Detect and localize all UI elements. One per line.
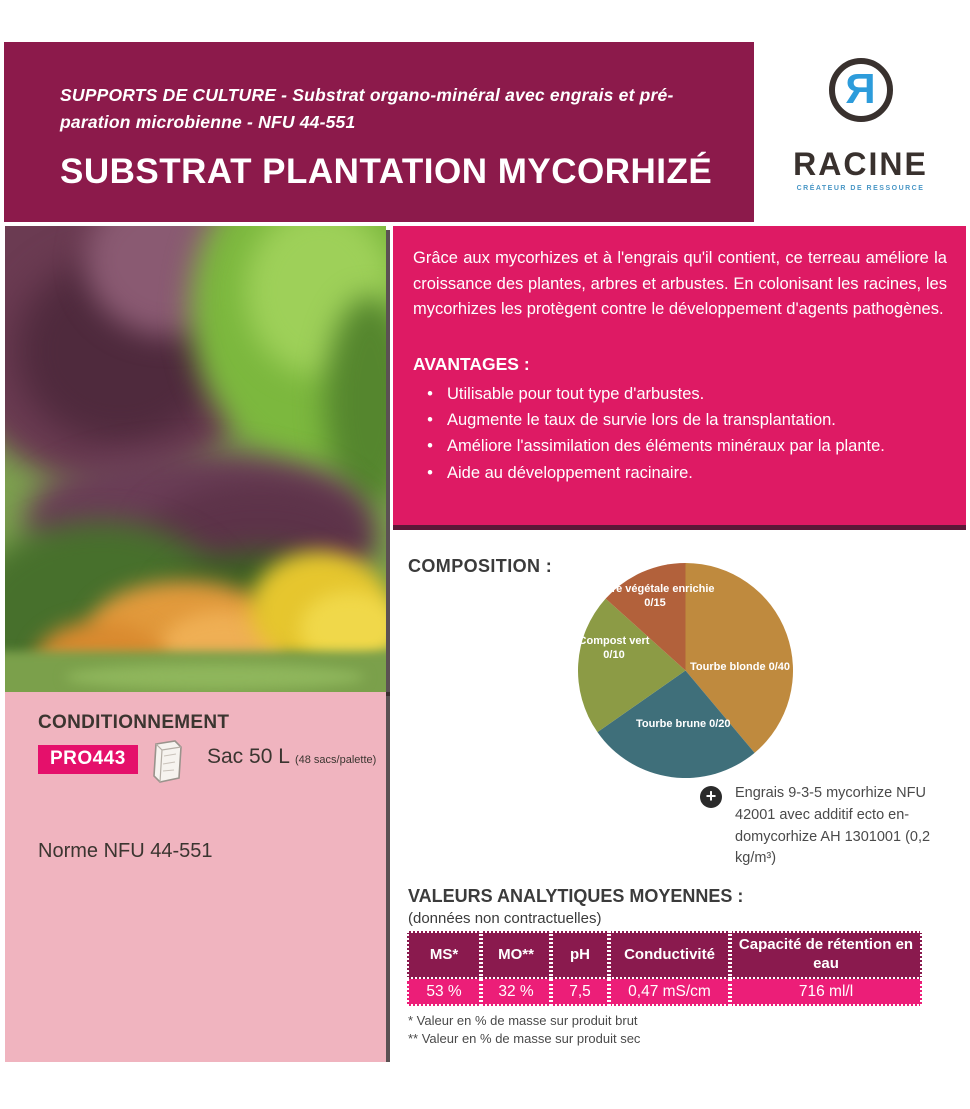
value-mo: 32 %: [481, 979, 551, 1006]
product-description: Grâce aux mycorhizes et à l'engrais qu'il contient, ce terreau améliore la croissance des plantes, arbres et arbustes. En colonisant les racines, les mycorhizes les protègent contre le développement d'agents pathogènes.: [413, 249, 947, 319]
col-header-ph: pH: [551, 931, 609, 979]
conditionnement-title: CONDITIONNEMENT: [38, 712, 230, 733]
kicker-line2: paration microbienne - NFU 44-551: [60, 112, 356, 133]
col-header-capacite: Capacité de rétention en eau: [730, 931, 922, 979]
value-capacite: 716 ml/l: [730, 979, 922, 1006]
logo-monogram: Я: [845, 65, 876, 112]
advantage-item: [413, 460, 947, 486]
pie-label-terre-vegetale: Terre végétale enrichie 0/15: [595, 583, 715, 609]
category-kicker: [60, 82, 734, 136]
col-header-conductivite: Conductivité: [609, 931, 730, 979]
additive-note: [700, 783, 968, 870]
garden-photo: [5, 226, 386, 692]
advantage-item: [413, 381, 947, 407]
table-footnotes: [408, 1012, 640, 1047]
pallet-note: (48 sacs/palette): [294, 754, 377, 766]
intro-panel: [393, 226, 966, 530]
table-header-row: [407, 931, 922, 979]
conditionnement-panel: [5, 692, 386, 1062]
bullet-icon: •: [427, 463, 433, 482]
advantage-text: Utilisable pour tout type d'arbustes.: [447, 384, 705, 403]
brand-tagline: CRÉATEUR DE RESSOURCE: [796, 185, 925, 192]
advantage-text: Aide au développement racinaire.: [447, 463, 693, 482]
col-header-mo: MO**: [481, 931, 551, 979]
logo-circle-icon: [829, 58, 893, 122]
pie-label-compost-vert: Compost vert 0/10: [578, 635, 650, 661]
advantage-item: [413, 433, 947, 459]
pie-label-tourbe-brune: Tourbe brune 0/20: [636, 718, 731, 730]
kicker-line1: SUPPORTS DE CULTURE - Substrat organo-minéral avec engrais et pré-: [60, 85, 674, 105]
brand-name: RACINE: [793, 146, 928, 182]
norme-label: Norme NFU 44-551: [38, 840, 213, 862]
plus-icon: +: [700, 786, 722, 808]
footnote-2: ** Valeur en % de masse sur produit sec: [408, 1030, 641, 1046]
advantage-item: [413, 407, 947, 433]
additive-text: Engrais 9-3-5 mycorhize NFU 42001 avec additif ecto en-domycorhize AH 1301001 (0,2 kg/m³): [735, 785, 931, 867]
composition-title: COMPOSITION :: [408, 556, 553, 576]
col-header-ms: MS*: [407, 931, 481, 979]
bag-size-label: [207, 745, 376, 769]
value-ms: 53 %: [407, 979, 481, 1006]
bullet-icon: •: [427, 384, 433, 403]
advantage-text: Améliore l'assimilation des éléments minéraux par la plante.: [447, 437, 885, 456]
analytics-table: [407, 931, 922, 1006]
product-code-badge: PRO443: [38, 745, 138, 774]
analytics-subtitle: (données non contractuelles): [408, 910, 602, 927]
table-value-row: [407, 979, 922, 1006]
bullet-icon: •: [427, 437, 433, 456]
bag-size: Sac 50 L: [207, 745, 290, 768]
product-title: SUBSTRAT PLANTATION MYCORHIZÉ: [60, 152, 713, 192]
pie-label-tourbe-blonde: Tourbe blonde 0/40: [690, 661, 791, 673]
footnote-1: * Valeur en % de masse sur produit brut: [408, 1013, 638, 1028]
advantages-title: AVANTAGES :: [413, 353, 530, 374]
value-conductivite: 0,47 mS/cm: [609, 979, 730, 1006]
value-ph: 7,5: [551, 979, 609, 1006]
advantage-text: Augmente le taux de survie lors de la transplantation.: [447, 411, 836, 430]
brand-logo: [755, 42, 966, 220]
bullet-icon: •: [427, 411, 433, 430]
analytics-title: VALEURS ANALYTIQUES MOYENNES :: [408, 886, 744, 906]
header-band: [4, 42, 754, 222]
composition-pie: [578, 563, 793, 778]
advantages-list: [413, 381, 947, 487]
photo-lawn-highlight: [65, 664, 365, 690]
bag-icon: [148, 738, 186, 789]
